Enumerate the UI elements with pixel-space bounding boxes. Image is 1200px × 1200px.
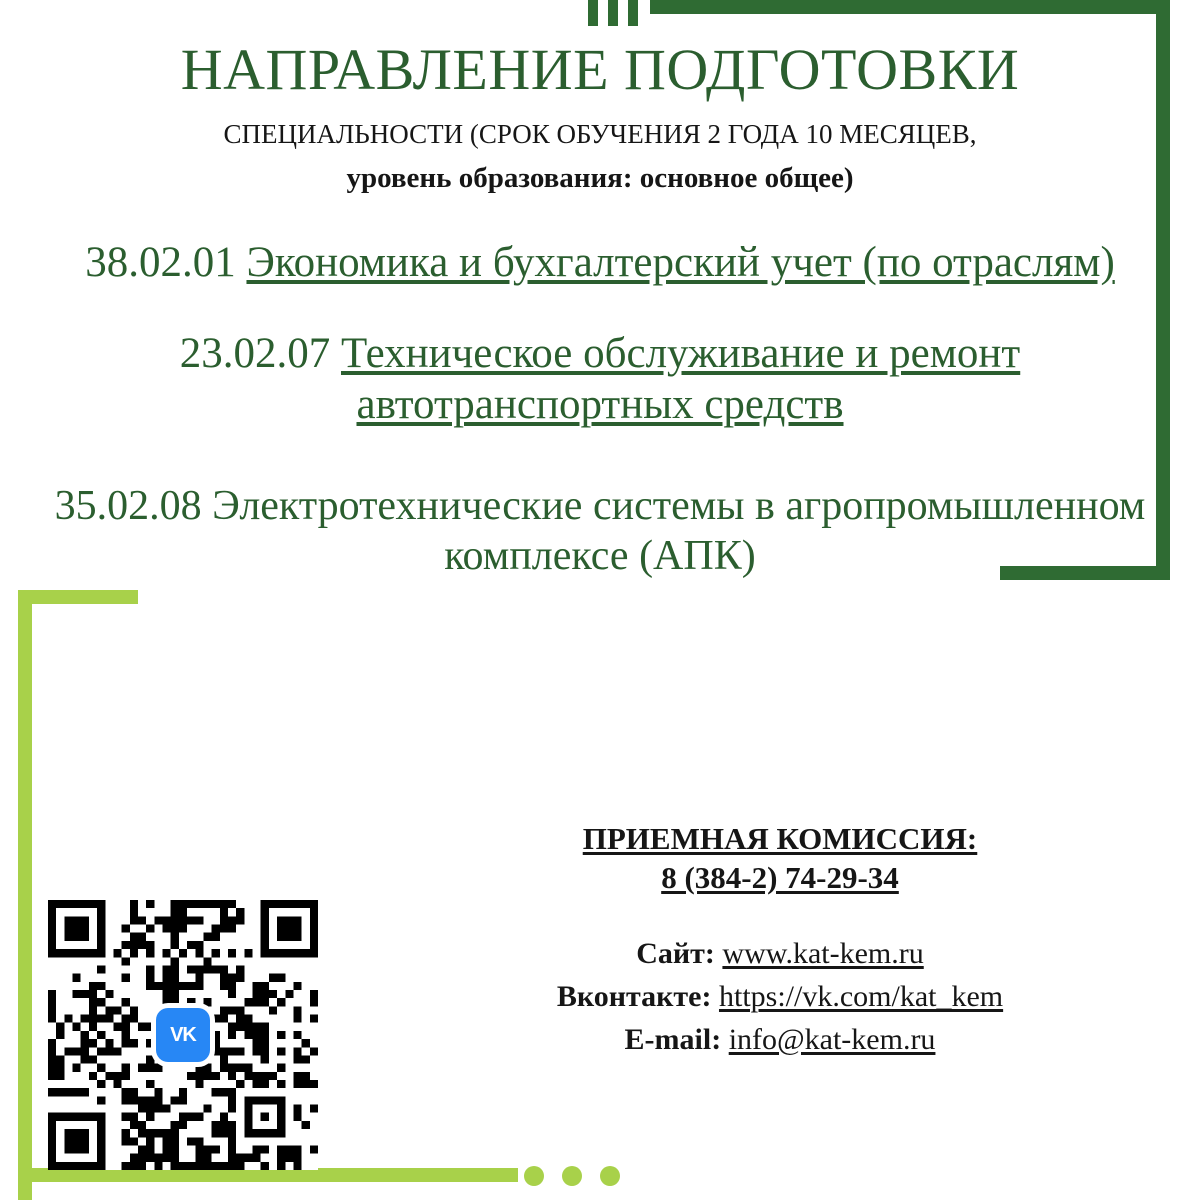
dot-3 bbox=[600, 1166, 620, 1186]
contact-vk-value[interactable]: https://vk.com/kat_kem bbox=[718, 979, 1004, 1013]
program-name: Электротехнические системы в агропромышленном комплексе (АПК) bbox=[212, 483, 1146, 579]
subtitle-line-2: уровень образования: основное общее) bbox=[346, 161, 854, 194]
program-list bbox=[40, 238, 1160, 581]
contact-site bbox=[430, 934, 1130, 973]
page-title: НАПРАВЛЕНИЕ ПОДГОТОВКИ bbox=[180, 37, 1020, 102]
program-item bbox=[40, 329, 1160, 430]
top-ticks-decoration bbox=[588, 0, 638, 26]
program-name: Техническое обслуживание и ремонт автотранспортных средств bbox=[341, 329, 1021, 428]
program-item bbox=[40, 238, 1160, 289]
dot-1 bbox=[524, 1166, 544, 1186]
admissions-office-phone[interactable]: 8 (384-2) 74-29-34 bbox=[661, 859, 899, 895]
program-code: 38.02.01 bbox=[85, 239, 236, 287]
subtitle-line-1: СПЕЦИАЛЬНОСТИ (СРОК ОБУЧЕНИЯ 2 ГОДА 10 МЕСЯЦЕВ, bbox=[223, 118, 977, 149]
tick-3 bbox=[628, 0, 638, 26]
bottom-dots-decoration bbox=[524, 1166, 620, 1186]
poster-content bbox=[40, 37, 1160, 622]
dot-2 bbox=[562, 1166, 582, 1186]
program-code: 23.02.07 bbox=[179, 329, 331, 377]
frame-bottom-bar bbox=[18, 1168, 518, 1182]
frame-left-bar bbox=[18, 590, 32, 1200]
admissions-office-title: ПРИЕМНАЯ КОМИССИЯ: bbox=[582, 821, 978, 856]
contact-site-label: Сайт: bbox=[636, 936, 715, 970]
contacts-block bbox=[430, 820, 1130, 1063]
program-name: Экономика и бухгалтерский учет (по отраслям) bbox=[246, 239, 1115, 287]
tick-1 bbox=[588, 0, 598, 26]
frame-top-bar bbox=[650, 0, 1170, 14]
tick-2 bbox=[608, 0, 618, 26]
contact-vk bbox=[430, 977, 1130, 1016]
program-code: 35.02.08 bbox=[54, 483, 202, 530]
vk-icon: VK bbox=[156, 1008, 210, 1062]
contact-site-value[interactable]: www.kat-kem.ru bbox=[722, 936, 924, 970]
contact-email-label: E-mail: bbox=[624, 1022, 722, 1056]
contact-vk-label: Вконтакте: bbox=[556, 979, 712, 1013]
contact-email-value[interactable]: info@kat-kem.ru bbox=[728, 1022, 936, 1056]
qr-code[interactable] bbox=[48, 900, 318, 1170]
contact-email bbox=[430, 1020, 1130, 1059]
program-item bbox=[40, 482, 1160, 581]
